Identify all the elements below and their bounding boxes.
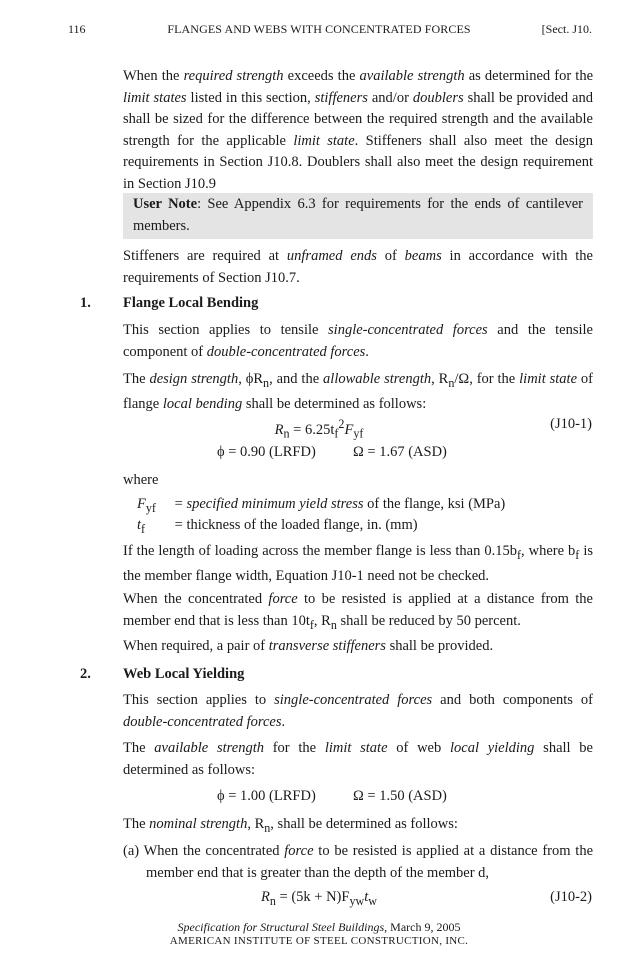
- equation-j10-2-body: $R_n = (5k + N)F_{yw}t_w$: [261, 889, 377, 908]
- chapter-title: FLANGES AND WEBS WITH CONCENTRATED FORCES: [167, 22, 471, 36]
- equation-number: (J10-1): [550, 416, 592, 432]
- intro-paragraph: When the required strength exceeds the available strength as determined for the limit states listed in this section, stiffeners and/or doublers shall be provided and shall be sized for the difference between the required strength and the available strength for the applicable limit state. Stiffeners shall also meet the design requirements in Section J10.8. Doublers shall also meet the design requirement in Section J10.9: [123, 68, 594, 192]
- section-2-title: Web Local Yielding: [123, 666, 245, 682]
- section-reference: [Sect. J10.: [541, 22, 592, 36]
- section-2-number: 2.: [80, 666, 91, 682]
- section-2-paragraph-2: The available strength for the limit state of web local yielding shall be determined as follows:: [123, 740, 593, 778]
- lrfd-factor: ϕ = 0.90 (LRFD): [217, 444, 316, 460]
- equation-j10-1-body: $R_n = 6.25t_f^2F_{yf}$: [274, 417, 364, 441]
- section-1-paragraph-3: If the length of loading across the member flange is less than $0.15b_f$, where $b_f$ is the member flange width, Equation J10-1 need not be checked.: [123, 543, 594, 585]
- asd-factor: Ω = 1.50 (ASD): [353, 788, 447, 804]
- equation-number: (J10-2): [550, 889, 592, 905]
- section-1-number: 1.: [80, 295, 91, 311]
- section-2-item-a: (a) When the concentrated force to be resisted is applied at a distance from the member end that is greater than the depth of the member d,: [123, 843, 594, 881]
- page-number: 116: [68, 22, 86, 36]
- where-label: where: [123, 472, 159, 488]
- user-note-text: User Note: See Appendix 6.3 for requirements for the ends of cantilever members.: [133, 196, 583, 234]
- definition-tf: $t_f$ = thickness of the loaded flange, in. (mm): [137, 517, 418, 536]
- section-2-paragraph-1: This section applies to single-concentrated forces and both components of double-concentrated forces.: [123, 692, 593, 730]
- definition-fyf: $F_{yf}$ = specified minimum yield stress of the flange, ksi (MPa): [137, 496, 506, 515]
- asd-factor: Ω = 1.67 (ASD): [353, 444, 447, 460]
- section-1-title: Flange Local Bending: [123, 295, 259, 311]
- equation-j10-1: [0, 414, 638, 441]
- footer-publisher: AMERICAN INSTITUTE OF STEEL CONSTRUCTION, INC.: [169, 935, 469, 947]
- stiffeners-paragraph: Stiffeners are required at unframed ends of beams in accordance with the requirements of Section J10.7.: [123, 248, 593, 286]
- section-1-paragraph-1: This section applies to tensile single-concentrated forces and the tensile component of double-concentrated forces.: [123, 322, 593, 360]
- user-note-box: [123, 193, 593, 239]
- equation-j10-2: [0, 887, 638, 909]
- footer-spec-line: Specification for Structural Steel Buildings, March 9, 2005: [177, 920, 461, 934]
- lrfd-factor: ϕ = 1.00 (LRFD): [217, 788, 316, 804]
- section-1-paragraph-5: When required, a pair of transverse stiffeners shall be provided.: [123, 638, 494, 654]
- section-1-paragraph-4: When the concentrated force to be resisted is applied at a distance from the member end that is less than $10t_f$, $R_n$ shall be reduced by 50 percent.: [123, 591, 593, 632]
- section-2-paragraph-3: The nominal strength, $R_n$, shall be determined as follows:: [123, 816, 458, 835]
- section-1-paragraph-2: The design strength, $\phi R_n$, and the allowable strength, $R_n/\Omega$, for the limit state of flange local bending shall be determined as follows:: [123, 371, 593, 413]
